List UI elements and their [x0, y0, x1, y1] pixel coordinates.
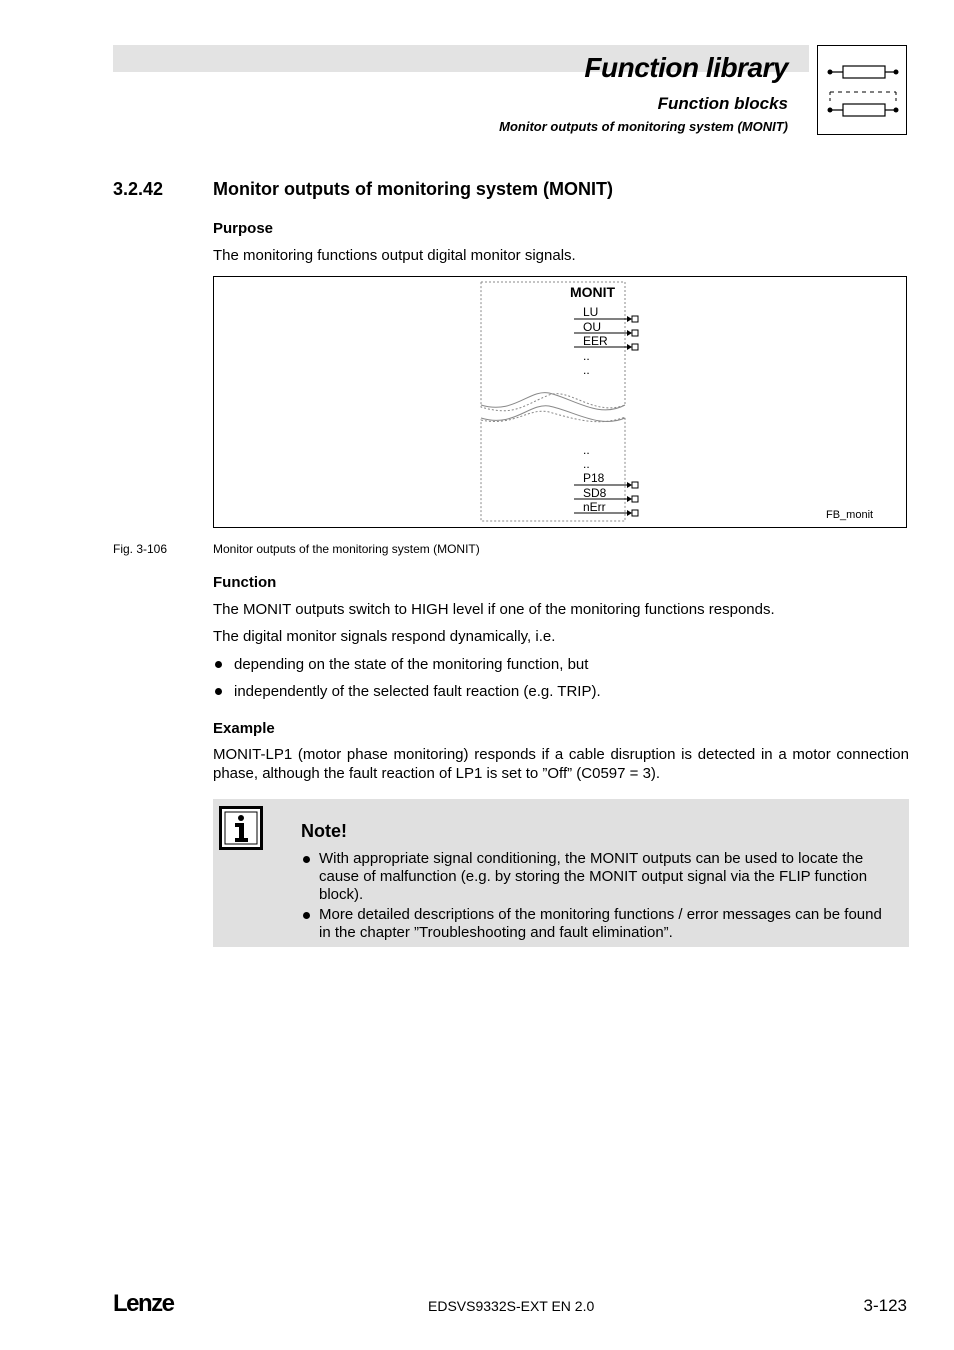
- block-name: MONIT: [570, 284, 616, 300]
- example-heading: Example: [213, 720, 275, 737]
- note-item: [301, 850, 891, 904]
- page-title: Function library: [584, 52, 788, 83]
- monit-figure: [213, 276, 907, 528]
- bullet-icon: [303, 912, 310, 919]
- function-para-2: The digital monitor signals respond dynamically, i.e.: [213, 628, 556, 645]
- note-list: [301, 850, 891, 944]
- section-title: Monitor outputs of monitoring system (MONIT): [213, 179, 613, 199]
- function-bullet-2: [213, 683, 601, 700]
- output-label-eer: EER: [583, 334, 608, 348]
- bullet-icon: [215, 688, 222, 695]
- output-label-ou: OU: [583, 320, 601, 334]
- ellipsis-4: ..: [583, 457, 590, 471]
- document-id: EDSVS9332S-EXT EN 2.0: [428, 1298, 595, 1314]
- lenze-logo: Lenze: [113, 1290, 174, 1317]
- figure-caption-number: Fig. 3-106: [113, 542, 168, 556]
- bullet-icon: [303, 856, 310, 863]
- note-item-text: With appropriate signal conditioning, the MONIT outputs can be used to locate the cause of malfunction (e.g. by storing the MONIT output signal via the FLIP function block).: [319, 850, 868, 903]
- output-label-lu: LU: [583, 305, 599, 319]
- figure-caption-text: Monitor outputs of the monitoring system (MONIT): [213, 542, 480, 556]
- section-subtitle: Monitor outputs of monitoring system (MONIT): [499, 119, 788, 134]
- output-label-sd8: SD8: [583, 486, 607, 500]
- note-item-text: More detailed descriptions of the monitoring functions / error messages can be found in the chapter ”Troubleshooting and fault elimination”.: [319, 906, 882, 941]
- info-icon: [219, 806, 263, 855]
- section-number: 3.2.42: [113, 179, 164, 199]
- example-text: MONIT-LP1 (motor phase monitoring) responds if a cable disruption is detected in a motor connection phase, although the fault reaction of LP1 is set to ”Off” (C0597 = 3).: [213, 746, 909, 782]
- note-title: Note!: [301, 821, 347, 841]
- ellipsis-2: ..: [583, 363, 590, 377]
- output-label-p18: P18: [583, 471, 605, 485]
- function-bullet-1-text: depending on the state of the monitoring function, but: [234, 656, 589, 673]
- output-label-nerr: nErr: [583, 500, 606, 514]
- function-bullet-2-text: independently of the selected fault reaction (e.g. TRIP).: [234, 683, 601, 700]
- function-heading: Function: [213, 574, 277, 591]
- page-number: 3-123: [863, 1296, 907, 1315]
- ellipsis-3: ..: [583, 443, 590, 457]
- chapter-subtitle: Function blocks: [657, 94, 788, 113]
- function-bullet-1: [213, 656, 588, 673]
- function-block-icon: [817, 45, 907, 135]
- bullet-icon: [215, 661, 222, 668]
- function-para-1: The MONIT outputs switch to HIGH level if one of the monitoring functions responds.: [213, 601, 775, 618]
- purpose-text: The monitoring functions output digital monitor signals.: [213, 247, 576, 264]
- note-item: [301, 906, 891, 942]
- figure-file-label: FB_monit: [826, 509, 874, 521]
- ellipsis-1: ..: [583, 349, 590, 363]
- purpose-heading: Purpose: [213, 220, 274, 237]
